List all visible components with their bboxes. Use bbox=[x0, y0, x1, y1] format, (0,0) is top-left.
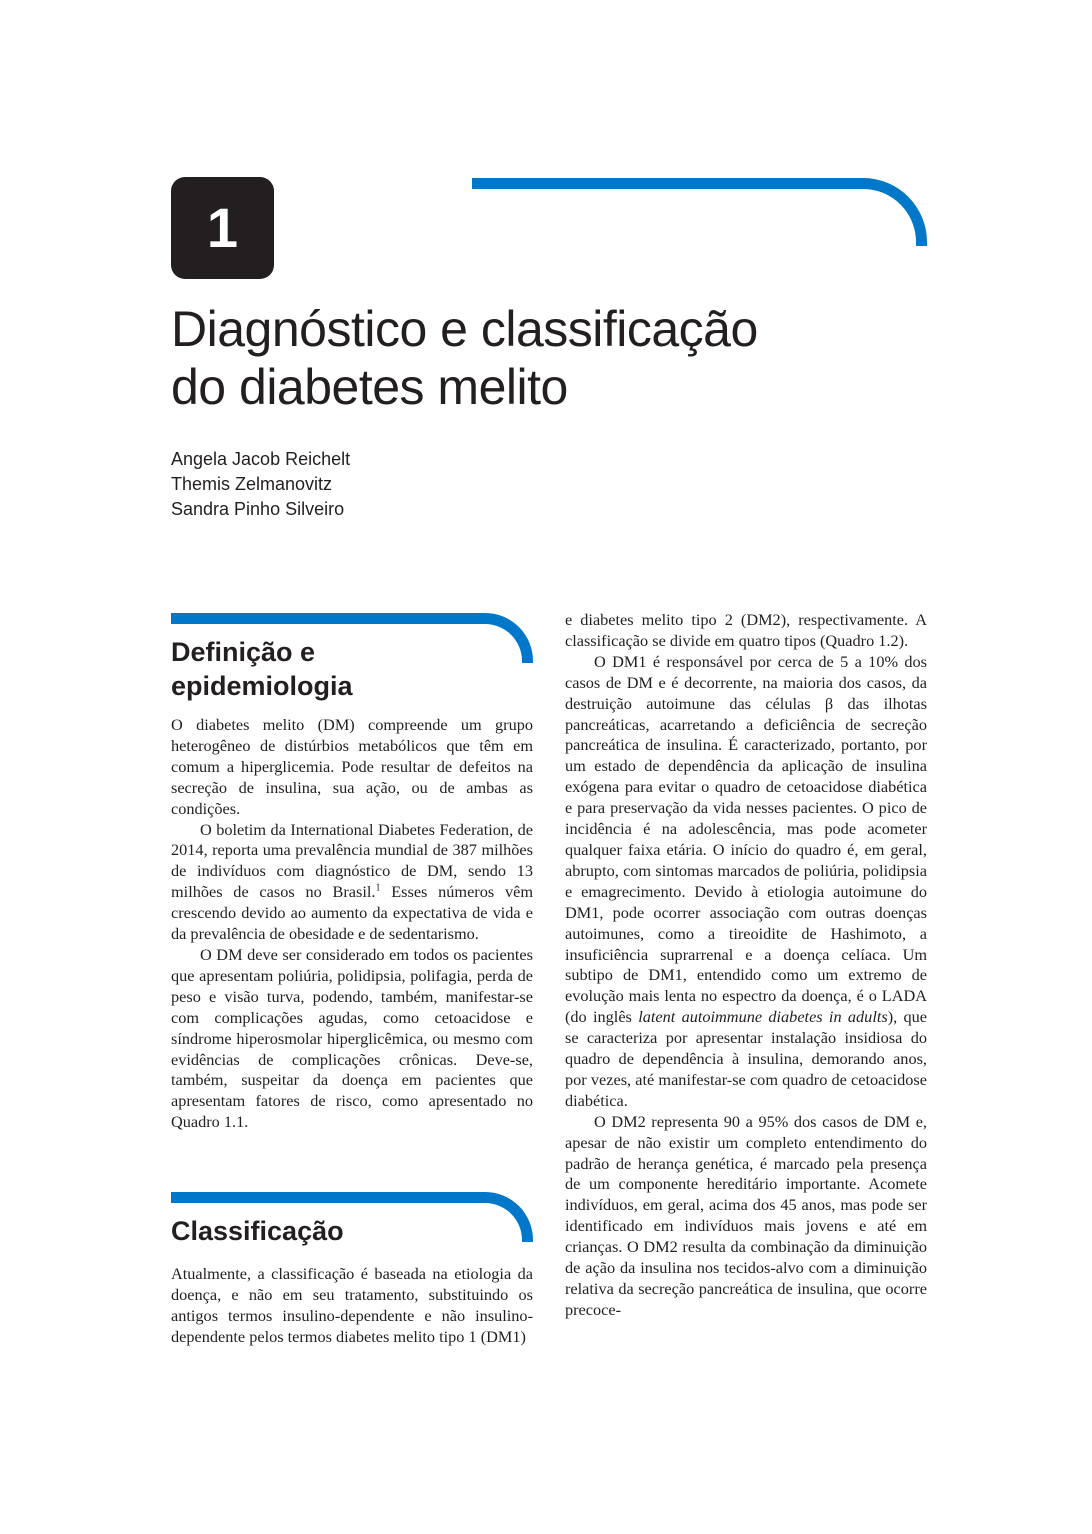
paragraph: O DM deve ser considerado em todos os pacientes que apresentam poliúria, polidipsia, polifagia, perda de peso e visão turva, podendo, também, manifestar-se com complicações agudas, como cetoacidose e síndrome hiperosmolar hiperglicêmica, ou mesmo com evidências de complicações crônicas. Deve-se, também, suspeitar da doença em pacientes que apresentam fatores de risco, como apresentado no Quadro 1.1. bbox=[171, 944, 533, 1132]
section-heading-definicao bbox=[171, 635, 353, 703]
paragraph-text: Esses números vêm crescendo devido ao aumento da expectativa de vida e da prevalência de obesidade e de sedentarismo. bbox=[171, 882, 533, 944]
right-column-body bbox=[565, 610, 927, 1321]
section-body-definicao bbox=[171, 715, 533, 1133]
paragraph: e diabetes melito tipo 2 (DM2), respectivamente. A classificação se divide em quatro tipos (Quadro 1.2). bbox=[565, 610, 927, 650]
paragraph-text: O DM1 é responsável por cerca de 5 a 10% dos casos de DM e é decorrente, na maioria dos casos, da destruição autoimune das células β das ilhotas pancreáticas, acarretando a deficiência de secreção pancreática de insulina. É caracterizado, portanto, por um estado de dependência da aplicação de insulina exógena para evitar o quadro de cetoacidose diabética e para preservação da vida nesses pacientes. O pico de incidência é na adolescência, mas pode acometer qualquer faixa etária. O início do quadro é, em geral, abrupto, com sintomas marcados de poliúria, polidipsia e emagrecimento. Devido à etiologia autoimune do DM1, pode ocorrer associação com outras doenças autoimunes, como a tireoidite de Hashimoto, a insuficiência suprarrenal e a doença celíaca. Um subtipo de DM1, entendido como um extremo de evolução mais lenta no espectro da doença, é o LADA (do inglês bbox=[565, 651, 927, 1027]
section-heading-line2: epidemiologia bbox=[171, 671, 353, 701]
author-list bbox=[171, 447, 350, 522]
section-body-classificacao bbox=[171, 1264, 533, 1348]
chapter-header-rule bbox=[472, 178, 927, 246]
paragraph: O DM2 representa 90 a 95% dos casos de DM e, apesar de não existir um completo entendimento do padrão de herança genética, é marcado pela presença de um componente hereditário importante. Acomete indivíduos, em geral, acima dos 45 anos, mas pode ser identificado em indivíduos mais jovens e até em crianças. O DM2 resulta da combinação da diminuição de ação da insulina nos tecidos-alvo com a diminuição relativa da secreção pancreática de insulina, que ocorre precoce- bbox=[565, 1111, 927, 1319]
author-name: Sandra Pinho Silveiro bbox=[171, 499, 345, 519]
paragraph: Atualmente, a classificação é baseada na etiologia da doença, e não em seu tratamento, substituindo os antigos termos insulino-dependente e não insulino-dependente pelos termos diabetes melito tipo 1 (DM1) bbox=[171, 1264, 533, 1346]
chapter-title-line2: do diabetes melito bbox=[171, 359, 568, 415]
chapter-number: 1 bbox=[171, 177, 274, 279]
paragraph-text: O boletim da International Diabetes Federation, de 2014, reporta uma prevalência mundial de 387 milhões de indivíduos com diagnóstico de DM, sendo 13 milhões de casos no Brasil. bbox=[171, 819, 533, 902]
paragraph: O diabetes melito (DM) compreende um grupo heterogêneo de distúrbios metabólicos que têm em comum a hiperglicemia. Pode resultar de defeitos na secreção de insulina, sua ação, ou de ambas as condições. bbox=[171, 715, 533, 818]
author-name: Angela Jacob Reichelt bbox=[171, 449, 351, 469]
section-heading-line1: Definição e bbox=[171, 637, 316, 667]
paragraph bbox=[565, 652, 927, 1112]
italic-term: latent autoimmune diabetes in adults bbox=[638, 1007, 888, 1027]
author-name: Themis Zelmanovitz bbox=[171, 474, 333, 494]
paragraph bbox=[171, 820, 533, 945]
chapter-title-line1: Diagnóstico e classificação bbox=[171, 301, 758, 357]
paragraph-text: ), que se caracteriza por apresentar instalação insidiosa do quadro de dependência à insulina, demorando anos, por vezes, até manifestar-se com quadro de cetoacidose diabética. bbox=[565, 1007, 928, 1110]
reference-superscript: 1 bbox=[375, 882, 381, 894]
chapter-title bbox=[171, 300, 758, 416]
section-heading-classificacao: Classificação bbox=[171, 1216, 344, 1246]
